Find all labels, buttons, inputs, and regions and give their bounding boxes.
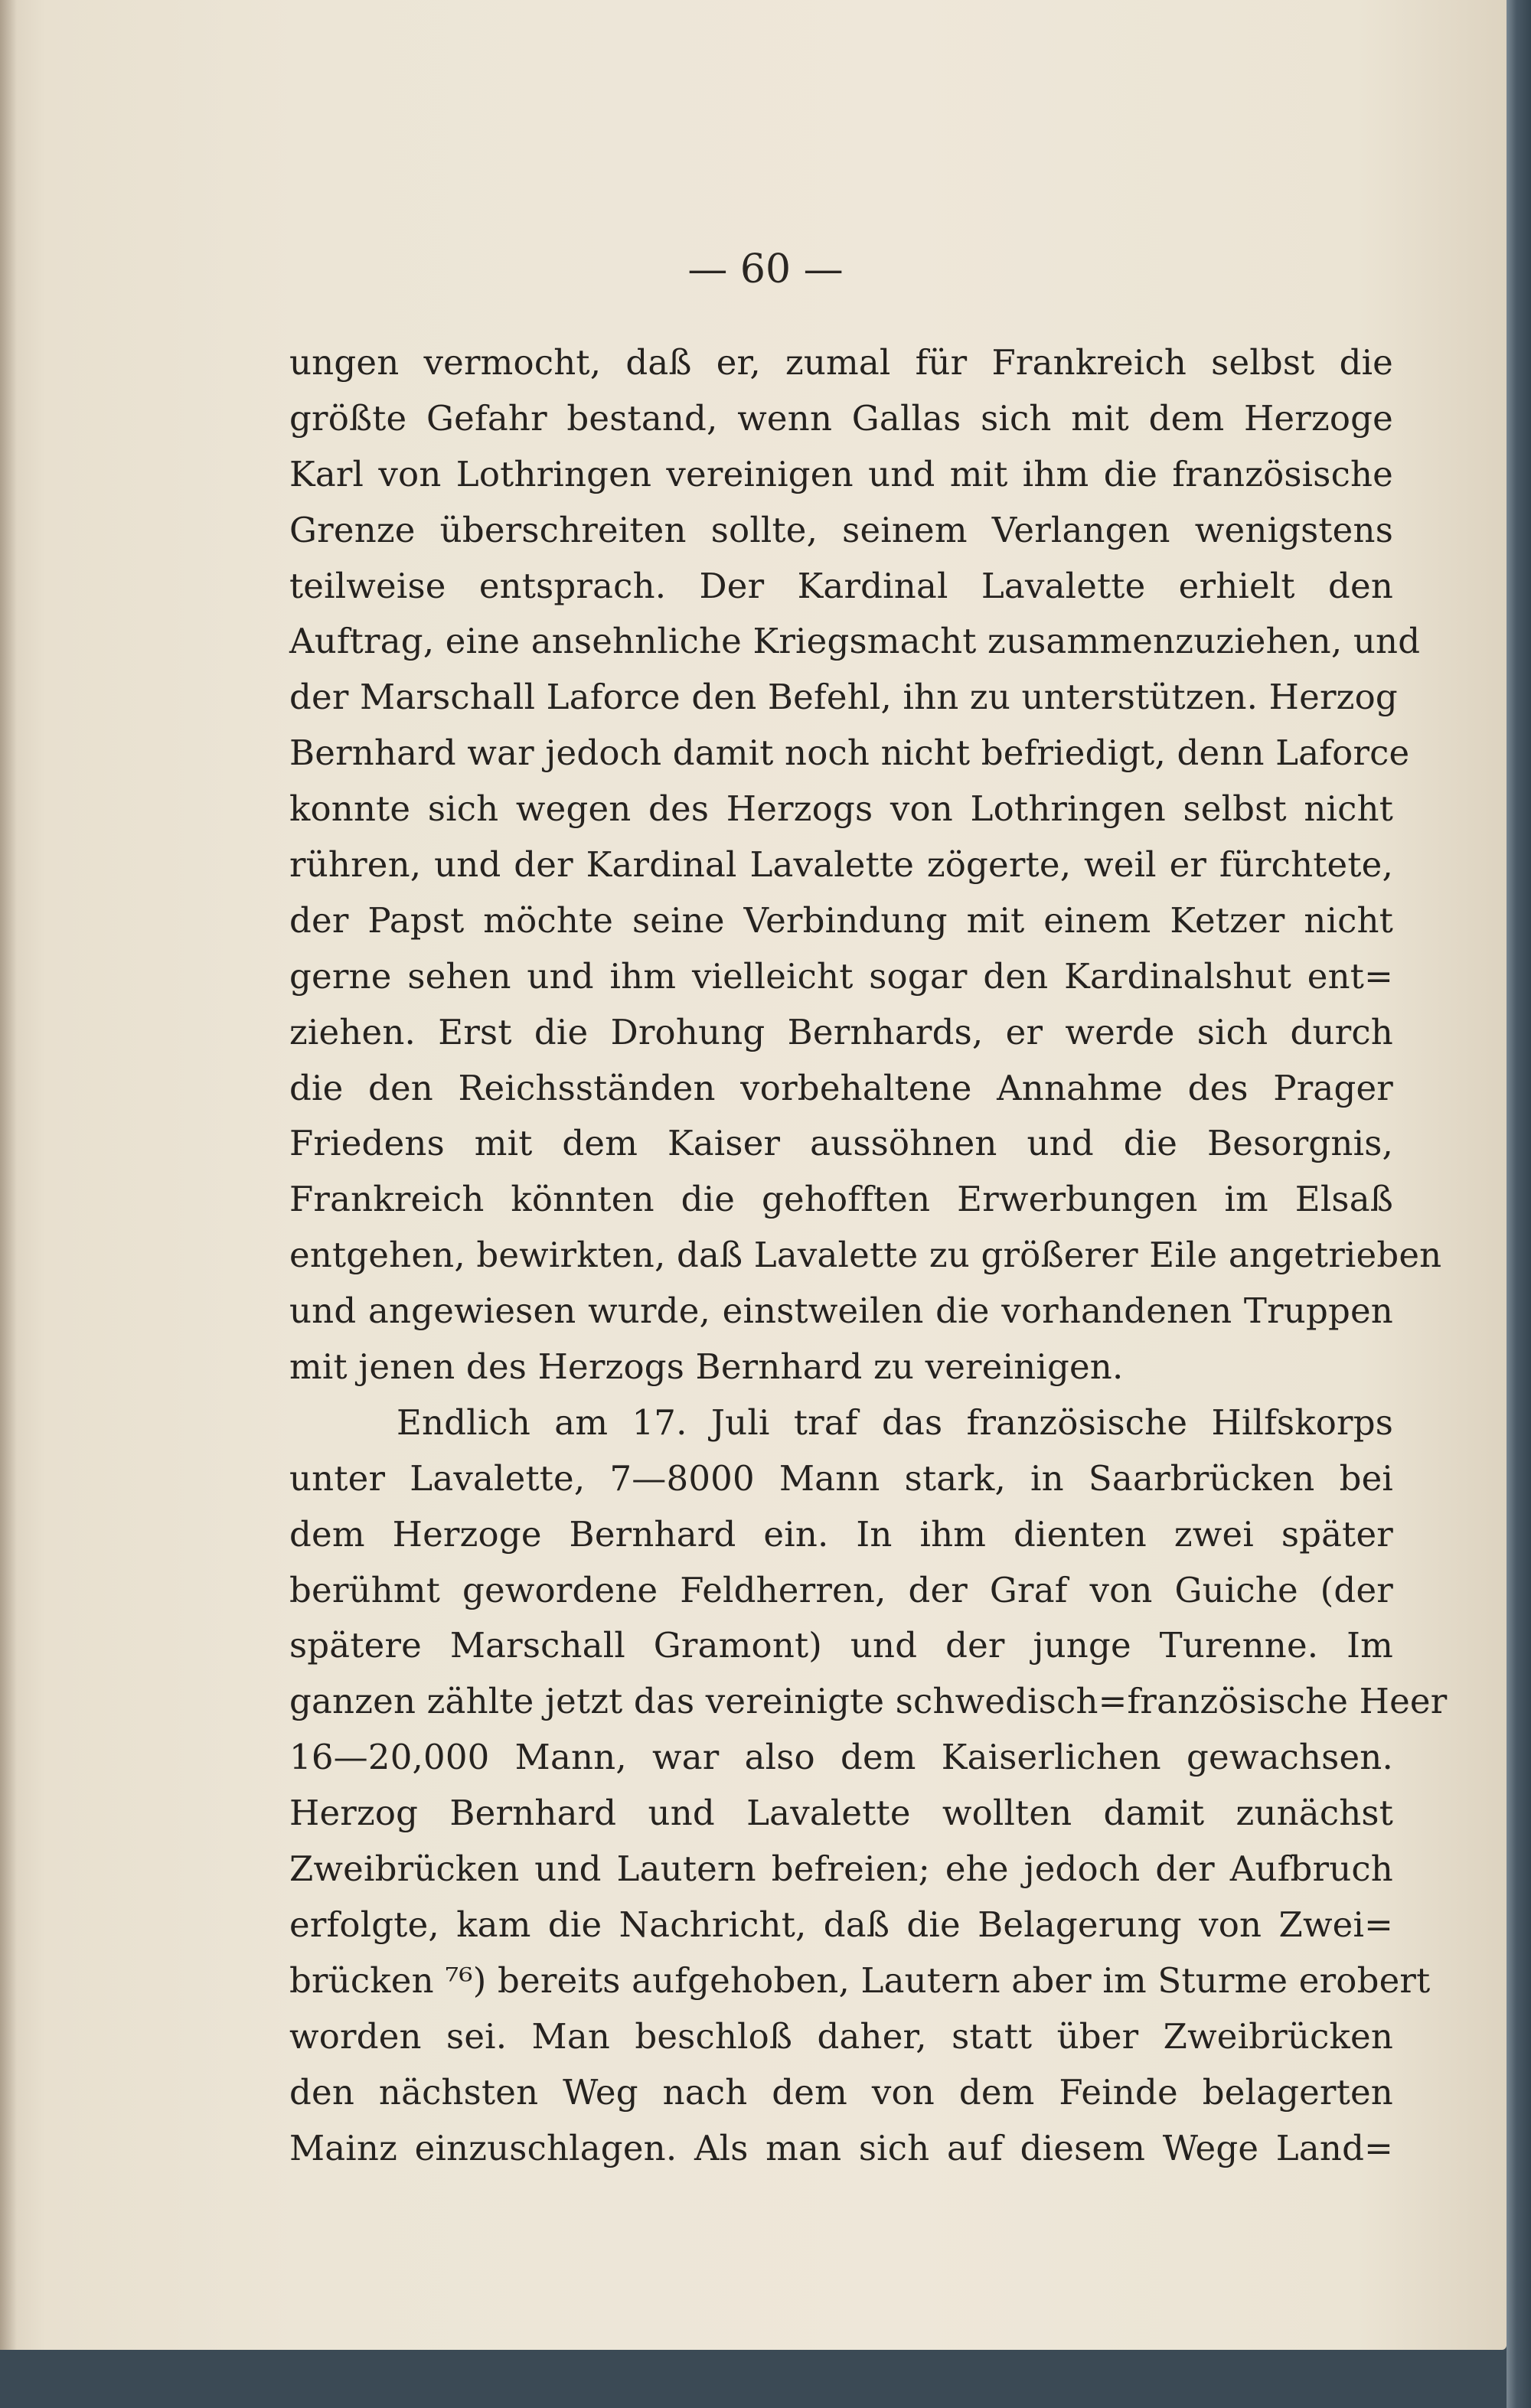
text-line: der Marschall Laforce den Befehl, ihn zu unterstützen. Herzog [289, 677, 1398, 718]
text-line: Auftrag, eine ansehnliche Kriegsmacht zusammenzuziehen, und [289, 621, 1421, 662]
page-number: — 60 — [687, 246, 844, 292]
text-line: teilweise entsprach. Der Kardinal Lavalette erhielt den [289, 565, 1393, 606]
text-line: worden sei. Man beschloß daher, statt über Zweibrücken [289, 2015, 1393, 2057]
text-line: Karl von Lothringen vereinigen und mit ihm die französische [289, 453, 1393, 494]
text-line: die den Reichsständen vorbehaltene Annahme des Prager [289, 1067, 1393, 1108]
text-line: brücken ⁷⁶) bereits aufgehoben, Lautern aber im Sturme erobert [289, 1959, 1431, 2001]
body-text [289, 335, 1448, 2176]
text-line: 16—20,000 Mann, war also dem Kaiserlichen gewachsen. [289, 1737, 1393, 1778]
text-line: der Papst möchte seine Verbindung mit einem Ketzer nicht [289, 899, 1393, 941]
text-line: und angewiesen wurde, einstweilen die vorhandenen Truppen [289, 1290, 1393, 1332]
paragraph-end-line: mit jenen des Herzogs Bernhard zu vereinigen. [289, 1346, 1124, 1388]
text-line: ziehen. Erst die Drohung Bernhards, er werde sich durch [289, 1011, 1393, 1052]
text-line: Grenze überschreiten sollte, seinem Verlangen wenigstens [289, 509, 1393, 550]
text-line: ganzen zählte jetzt das vereinigte schwedisch=französische Heer [289, 1681, 1448, 1722]
text-line: den nächsten Weg nach dem von dem Feinde belagerten [289, 2071, 1393, 2113]
text-line: Friedens mit dem Kaiser aussöhnen und die Besorgnis, [289, 1123, 1393, 1164]
text-line: ungen vermocht, daß er, zumal für Frankreich selbst die [289, 342, 1393, 383]
text-line: Bernhard war jedoch damit noch nicht befriedigt, denn Laforce [289, 733, 1410, 774]
text-line: erfolgte, kam die Nachricht, daß die Belagerung von Zwei= [289, 1904, 1393, 1945]
text-line: dem Herzoge Bernhard ein. In ihm dienten zwei später [289, 1513, 1393, 1555]
text-line: gerne sehen und ihm vielleicht sogar den Kardinalshut ent= [289, 955, 1393, 997]
text-line: Herzog Bernhard und Lavalette wollten damit zunächst [289, 1793, 1393, 1834]
text-line: Mainz einzuschlagen. Als man sich auf diesem Wege Land= [289, 2127, 1393, 2168]
text-line: unter Lavalette, 7—8000 Mann stark, in Saarbrücken bei [289, 1457, 1393, 1499]
text-line: Frankreich könnten die gehofften Erwerbungen im Elsaß [289, 1179, 1393, 1220]
text-line: Zweibrücken und Lautern befreien; ehe jedoch der Aufbruch [289, 1848, 1393, 1890]
text-line: konnte sich wegen des Herzogs von Lothringen selbst nicht [289, 788, 1393, 830]
text-line: entgehen, bewirkten, daß Lavalette zu größerer Eile angetrieben [289, 1235, 1442, 1276]
text-line: berühmt gewordene Feldherren, der Graf von Guiche (der [289, 1569, 1393, 1610]
paragraph-start-line: Endlich am 17. Juli traf das französische Hilfskorps [397, 1401, 1393, 1443]
text-line: größte Gefahr bestand, wenn Gallas sich mit dem Herzoge [289, 397, 1393, 439]
text-line: rühren, und der Kardinal Lavalette zögerte, weil er fürchtete, [289, 844, 1393, 886]
text-line: spätere Marschall Gramont) und der junge Turenne. Im [289, 1625, 1393, 1666]
scanner-background-edge [1507, 0, 1531, 2408]
